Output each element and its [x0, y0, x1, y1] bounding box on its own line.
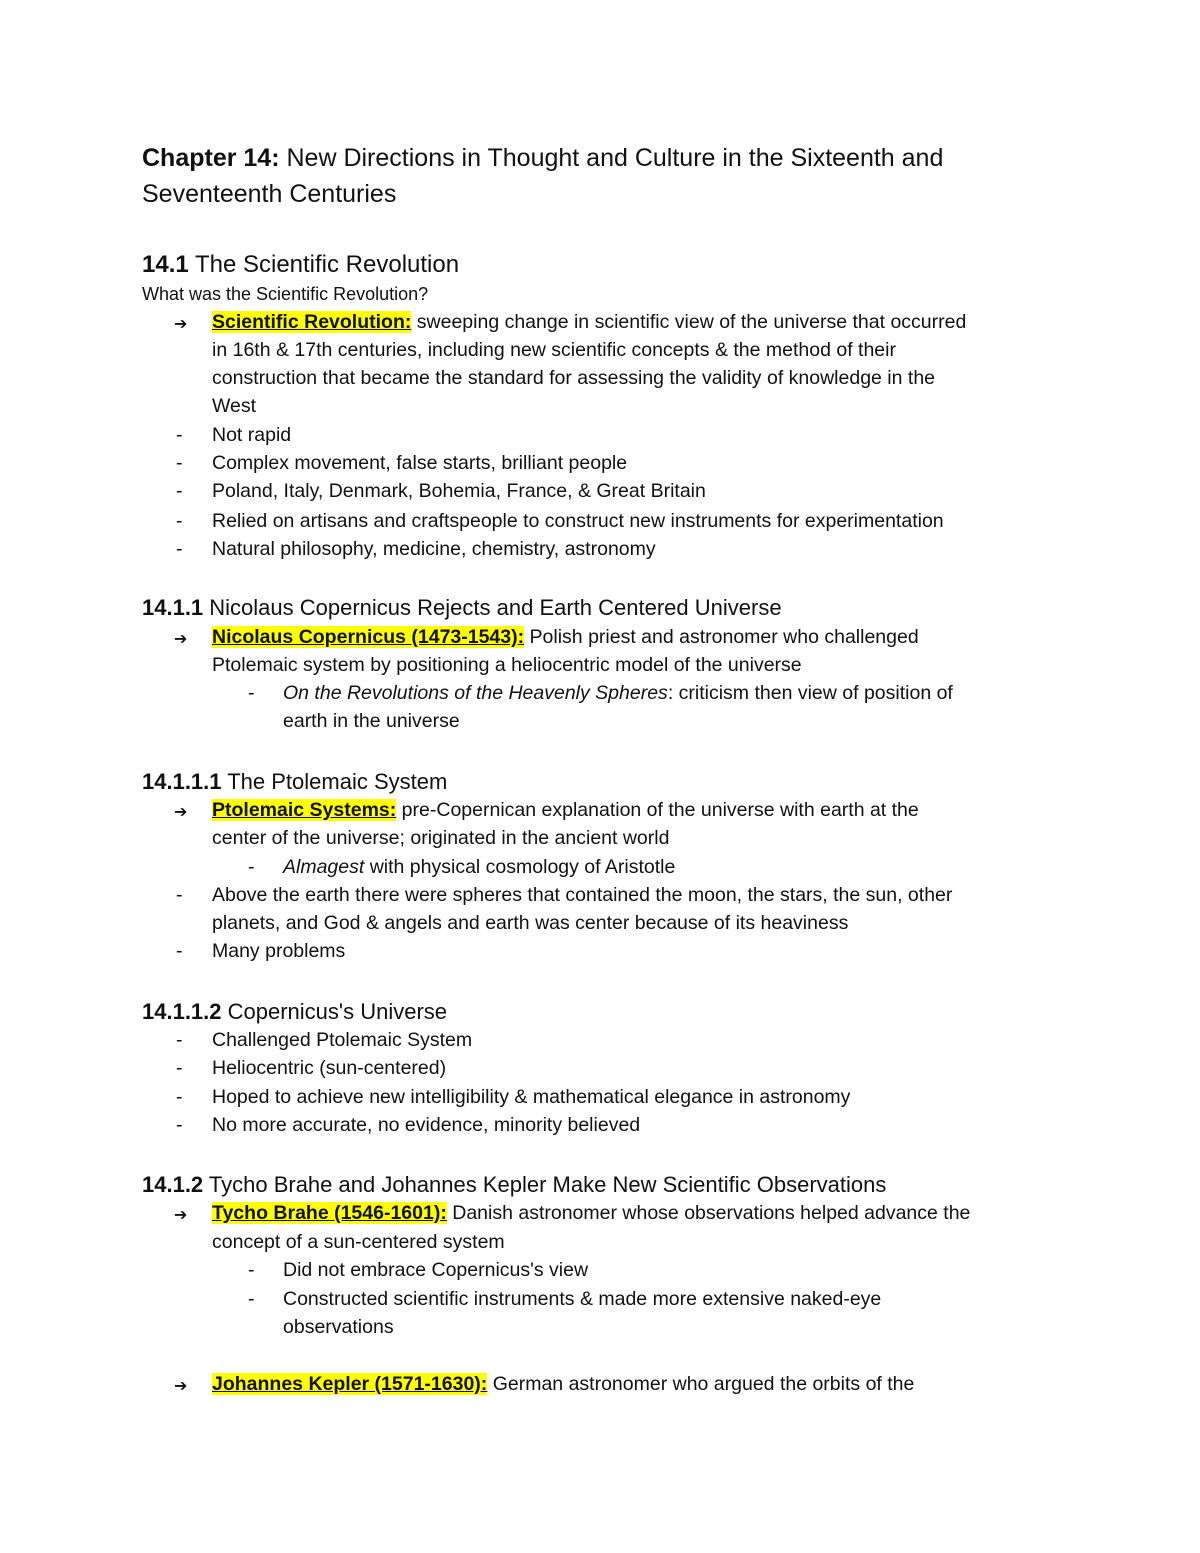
dash-bullet: -: [248, 1288, 255, 1310]
definition-text: pre-Copernican explanation of the universe with earth at the: [396, 799, 919, 821]
section-question: What was the Scientific Revolution?: [142, 284, 429, 304]
arrow-bullet-icon: ➔: [174, 1378, 188, 1395]
list-item: Hoped to achieve new intelligibility & mathematical elegance in astronomy: [212, 1086, 851, 1108]
chapter-title-line-2: Seventeenth Centuries: [142, 180, 397, 208]
chapter-label: Chapter 14:: [142, 144, 280, 172]
list-item: Many problems: [212, 940, 346, 962]
sub-list-text: : criticism then view of position of: [667, 682, 953, 704]
book-title: On the Revolutions of the Heavenly Spheres: [283, 682, 668, 704]
dash-bullet: -: [176, 424, 183, 446]
dash-bullet: -: [176, 1114, 183, 1136]
arrow-bullet-icon: ➔: [174, 631, 188, 648]
section-title: Copernicus's Universe: [221, 999, 448, 1024]
sub-list-item: Did not embrace Copernicus's view: [283, 1259, 589, 1281]
section-heading-14-1-2: [142, 1172, 886, 1198]
list-item: Above the earth there were spheres that contained the moon, the stars, the sun, other: [212, 884, 953, 906]
list-item-continued: planets, and God & angels and earth was center because of its heaviness: [212, 912, 849, 934]
section-title: Tycho Brahe and Johannes Kepler Make New Scientific Observations: [203, 1172, 887, 1197]
definition-text: Danish astronomer whose observations helped advance the: [446, 1202, 971, 1224]
section-title: The Ptolemaic System: [221, 769, 448, 794]
sub-list-text: with physical cosmology of Aristotle: [364, 856, 676, 878]
section-number: 14.1.1.1: [142, 769, 222, 794]
dash-bullet: -: [176, 452, 183, 474]
definition-line: [212, 626, 919, 649]
section-number: 14.1.2: [142, 1172, 204, 1197]
list-item: Natural philosophy, medicine, chemistry, astronomy: [212, 538, 656, 560]
section-title: Nicolaus Copernicus Rejects and Earth Centered Universe: [203, 595, 782, 620]
dash-bullet: -: [248, 1259, 255, 1281]
dash-bullet: -: [176, 1029, 183, 1051]
dash-bullet: -: [176, 884, 183, 906]
dash-bullet: -: [176, 940, 183, 962]
chapter-title-line-1: [142, 140, 943, 176]
arrow-bullet-icon: ➔: [174, 804, 188, 821]
definition-line: in 16th & 17th centuries, including new scientific concepts & the method of their: [212, 339, 896, 361]
sub-list-item-continued: earth in the universe: [283, 710, 460, 732]
section-heading-14-1-1-1: [142, 769, 447, 795]
section-number: 14.1.1: [142, 595, 204, 620]
list-item: Complex movement, false starts, brilliant people: [212, 452, 628, 474]
definition-line: center of the universe; originated in the ancient world: [212, 827, 670, 849]
sub-list-item: [283, 682, 953, 705]
definition-line: [212, 311, 966, 334]
chapter-title-text: New Directions in Thought and Culture in the Sixteenth and: [279, 144, 944, 172]
section-number: 14.1.1.2: [142, 999, 222, 1024]
dash-bullet: -: [176, 1086, 183, 1108]
definition-line: construction that became the standard for assessing the validity of knowledge in the: [212, 367, 936, 389]
sub-list-item: Constructed scientific instruments & made more extensive naked-eye: [283, 1288, 882, 1310]
definition-line: [212, 1373, 914, 1396]
definition-text: sweeping change in scientific view of the universe that occurred: [411, 311, 967, 333]
definition-text: German astronomer who argued the orbits of the: [487, 1373, 915, 1395]
dash-bullet: -: [176, 480, 183, 502]
list-item: Heliocentric (sun-centered): [212, 1057, 447, 1079]
list-item: Challenged Ptolemaic System: [212, 1029, 473, 1051]
dash-bullet: -: [248, 856, 255, 878]
definition-line: Ptolemaic system by positioning a heliocentric model of the universe: [212, 654, 802, 676]
definition-text: Polish priest and astronomer who challenged: [524, 626, 919, 648]
dash-bullet: -: [176, 1057, 183, 1079]
dash-bullet: -: [248, 682, 255, 704]
list-item: No more accurate, no evidence, minority believed: [212, 1114, 641, 1136]
dash-bullet: -: [176, 510, 183, 532]
definition-line: [212, 1202, 970, 1225]
arrow-bullet-icon: ➔: [174, 316, 188, 333]
highlighted-term: Nicolaus Copernicus (1473-1543):: [212, 626, 525, 648]
section-heading-14-1-1-2: [142, 999, 447, 1025]
definition-line: West: [212, 395, 257, 417]
section-title: The Scientific Revolution: [188, 251, 460, 278]
highlighted-term: Tycho Brahe (1546-1601):: [212, 1202, 447, 1224]
definition-line: [212, 799, 919, 822]
section-number: 14.1: [142, 251, 189, 278]
sub-list-item-continued: observations: [283, 1316, 394, 1338]
section-heading-14-1-1: [142, 595, 782, 621]
highlighted-term: Scientific Revolution:: [212, 311, 412, 333]
sub-list-item: [283, 856, 675, 879]
book-title: Almagest: [283, 856, 365, 878]
definition-line: concept of a sun-centered system: [212, 1231, 505, 1253]
list-item: Relied on artisans and craftspeople to construct new instruments for experimentation: [212, 510, 944, 532]
highlighted-term: Ptolemaic Systems:: [212, 799, 397, 821]
arrow-bullet-icon: ➔: [174, 1207, 188, 1224]
dash-bullet: -: [176, 538, 183, 560]
list-item: Not rapid: [212, 424, 292, 446]
highlighted-term: Johannes Kepler (1571-1630):: [212, 1373, 488, 1395]
section-heading-14-1: [142, 251, 459, 279]
list-item: Poland, Italy, Denmark, Bohemia, France, & Great Britain: [212, 480, 706, 502]
